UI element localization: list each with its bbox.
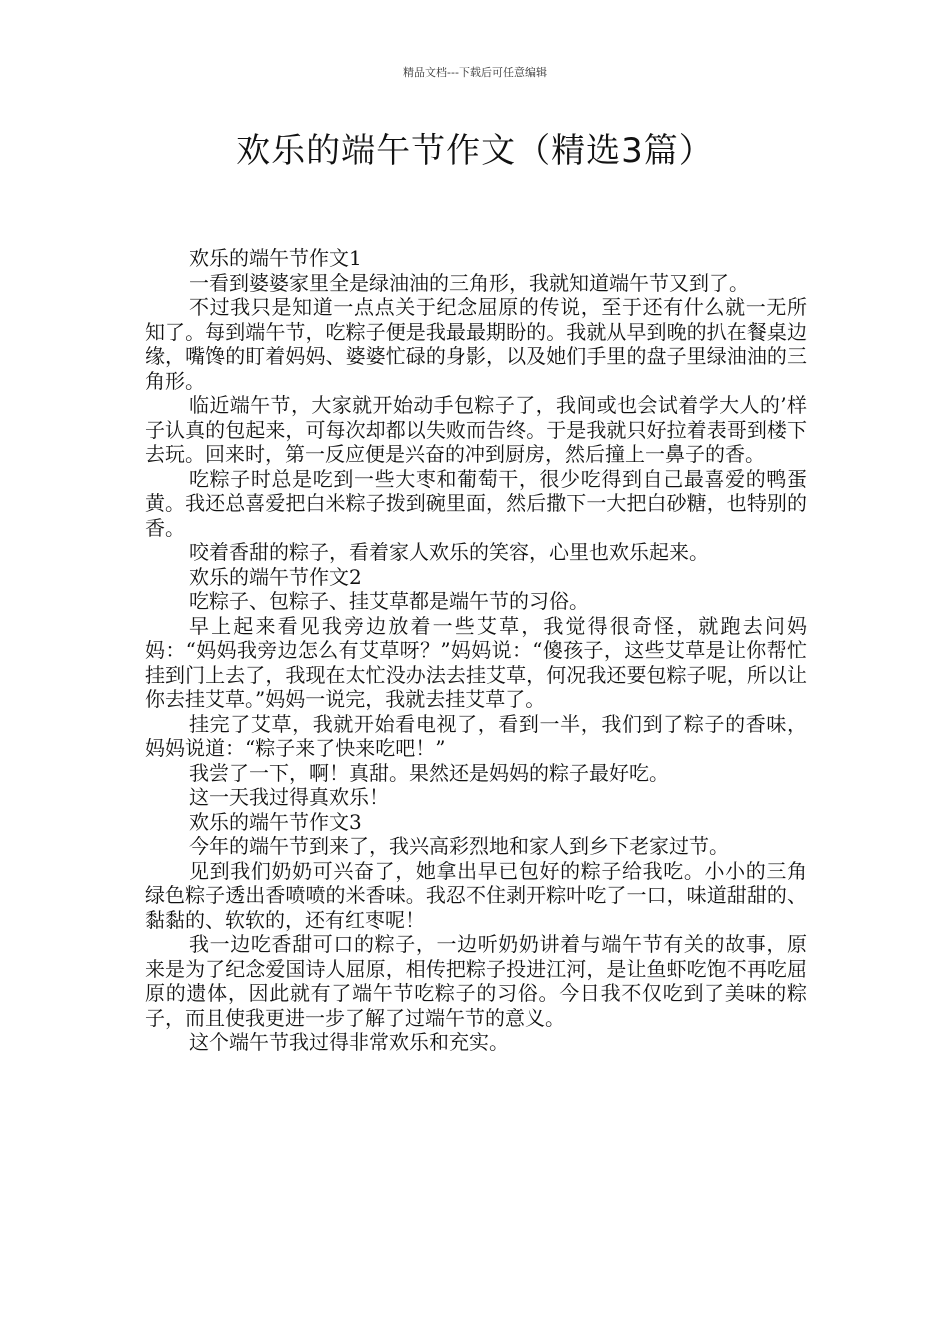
paragraph: 吃粽子、包粽子、挂艾草都是端午节的习俗。 [189, 589, 589, 613]
paragraph: 今年的端午节到来了，我兴高彩烈地和家人到乡下老家过节。 [189, 834, 729, 858]
paragraph: 这一天我过得真欢乐！ [189, 785, 389, 809]
paragraph: 临近端午节，大家就开始动手包粽子了，我间或也会试着学大人的’样子认真的包起来，可每次却都以失败而告终。于是我就只好拉着表哥到楼下去玩。回来时，第一反应便是兴奋的冲到厨房，然后撞上一鼻子的香。 [145, 393, 807, 466]
paragraph: 早上起来看见我旁边放着一些艾草，我觉得很奇怪，就跑去问妈妈：“妈妈我旁边怎么有艾草呀？”妈妈说：“傻孩子，这些艾草是让你帮忙挂到门上去了，我现在太忙没办法去挂艾草，何况我还要包粽子呢，所以让你去挂艾草。”妈妈一说完，我就去挂艾草了。 [145, 613, 807, 711]
header-note: 精品文档---下载后可任意编辑 [403, 66, 547, 79]
essay-heading-2: 欢乐的端午节作文2 [189, 564, 362, 589]
paragraph: 吃粽子时总是吃到一些大枣和葡萄干，很少吃得到自己最喜爱的鸭蛋黄。我还总喜爱把白米粽子拨到碗里面，然后撒下一大把白砂糖，也特别的香。 [145, 466, 807, 540]
paragraph: 见到我们奶奶可兴奋了，她拿出早已包好的粽子给我吃。小小的三角绿色粽子透出香喷喷的米香味。我忍不住剥开粽叶吃了一口，味道甜甜的、黏黏的、软软的，还有红枣呢！ [145, 858, 807, 932]
paragraph: 一看到婆婆家里全是绿油油的三角形，我就知道端午节又到了。 [189, 270, 749, 295]
paragraph: 挂完了艾草，我就开始看电视了，看到一半，我们到了粽子的香味，妈妈说道：“粽子来了快来吃吧！” [145, 711, 807, 760]
essay-heading-3: 欢乐的端午节作文3 [189, 809, 362, 834]
paragraph: 咬着香甜的粽子，看着家人欢乐的笑容，心里也欢乐起来。 [189, 540, 709, 564]
paragraph: 这个端午节我过得非常欢乐和充实。 [189, 1030, 509, 1054]
document-body [145, 246, 807, 1055]
essay-heading-1: 欢乐的端午节作文1 [189, 246, 362, 270]
paragraph: 我一边吃香甜可口的粽子，一边听奶奶讲着与端午节有关的故事，原来是为了纪念爱国诗人屈原，相传把粽子投进江河，是让鱼虾吃饱不再吃屈原的遗体，因此就有了端午节吃粽子的习俗。今日我不仅吃到了美味的粽子，而且使我更进一步了解了过端午节的意义。 [145, 932, 807, 1030]
paragraph: 我尝了一下，啊！真甜。果然还是妈妈的粽子最好吃。 [189, 760, 669, 785]
document-title: 欢乐的端午节作文（精选3篇） [236, 131, 714, 171]
paragraph: 不过我只是知道一点点关于纪念屈原的传说，至于还有什么就一无所知了。每到端午节，吃粽子便是我最最期盼的。我就从早到晚的扒在餐桌边缘，嘴馋的盯着妈妈、婆婆忙碌的身影，以及她们手里的盘子里绿油油的三角形。 [145, 295, 807, 393]
